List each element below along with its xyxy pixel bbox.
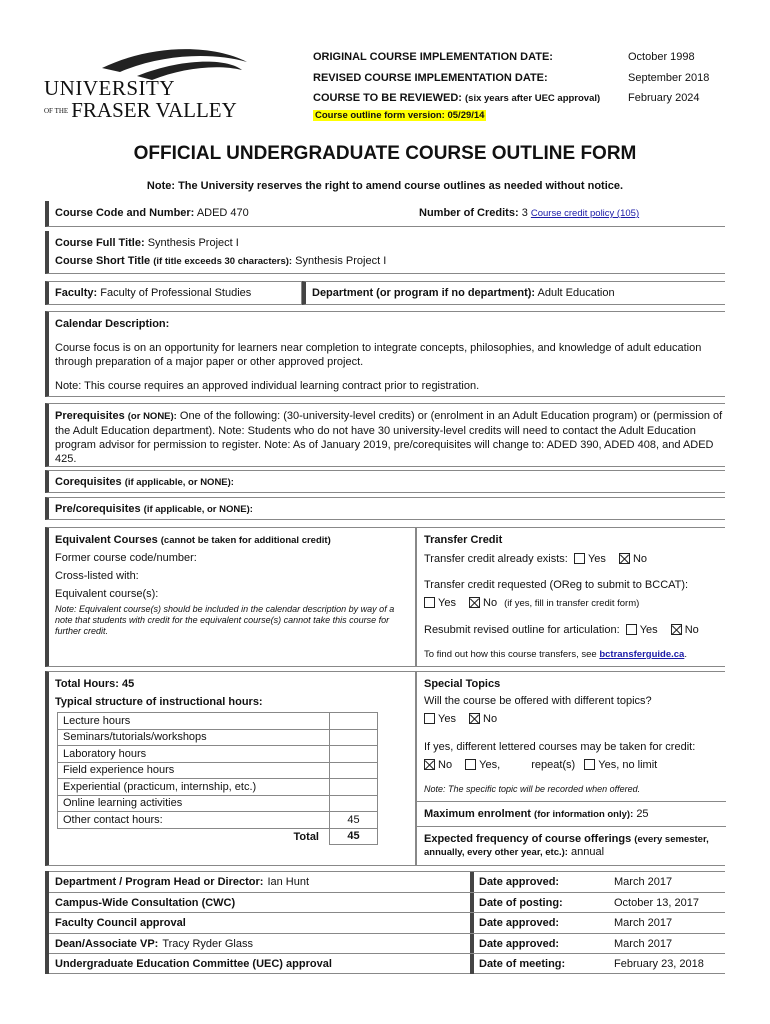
requested-no-checkbox[interactable] (469, 597, 480, 608)
calendar-label: Calendar Description: (55, 318, 170, 330)
hours-row (58, 713, 378, 730)
precoreq-box (45, 497, 725, 520)
hours-total-value: 45 (330, 828, 378, 845)
resubmit-yes-checkbox[interactable] (626, 624, 637, 635)
hours-row (58, 795, 378, 812)
transfer-box (416, 527, 725, 667)
topics-yes-checkbox[interactable] (424, 713, 435, 724)
department-box (302, 281, 725, 305)
former-code: Former course code/number: (55, 552, 197, 564)
special-topics-box (416, 671, 725, 866)
hours-row-value[interactable] (330, 713, 378, 730)
hours-box (45, 671, 416, 866)
resubmit-label: Resubmit revised outline for articulation: (424, 624, 620, 636)
no-label: No (632, 553, 648, 565)
hours-row-value[interactable] (330, 729, 378, 746)
total-hours-value: 45 (122, 678, 135, 690)
approval-date: March 2017 (614, 937, 673, 950)
exists-yes-checkbox[interactable] (574, 553, 585, 564)
faculty-value: Faculty of Professional Studies (100, 287, 252, 299)
course-code-value: ADED 470 (196, 207, 249, 219)
precoreq-note: (if applicable, or NONE): (143, 504, 253, 515)
freq-note: (every semester, annually, every other year, etc.): (424, 834, 709, 858)
logo-line2: FRASER VALLEY (71, 98, 237, 122)
approvals-section (45, 871, 725, 974)
bctransferguide-link[interactable]: bctransferguide.ca (599, 649, 685, 660)
faculty-box (45, 281, 302, 305)
topics-no-checkbox[interactable] (469, 713, 480, 724)
hours-row-value[interactable] (330, 779, 378, 796)
credits-label: Number of Credits: (419, 207, 519, 219)
approval-date-label: Date of meeting: (479, 958, 566, 970)
approval-label: Undergraduate Education Committee (UEC) approval (55, 958, 332, 970)
structure-label: Typical structure of instructional hours: (55, 696, 263, 708)
review-label: COURSE TO BE REVIEWED: (313, 92, 462, 104)
faculty-label: Faculty: (55, 287, 98, 299)
hours-row-label: Seminars/tutorials/workshops (58, 729, 330, 746)
equiv-label-note: (cannot be taken for additional credit) (160, 535, 331, 546)
transfer-requested-label: Transfer credit requested (OReg to submit to BCCAT): (424, 579, 689, 591)
equiv-courses: Equivalent course(s): (55, 588, 159, 600)
short-title-value: Synthesis Project I (295, 255, 387, 267)
review-value: February 2024 (628, 92, 700, 104)
no-label: No (483, 713, 498, 725)
lettered-no-checkbox[interactable] (424, 759, 435, 770)
approval-row (49, 892, 725, 913)
freq-label: Expected frequency of course offerings (424, 833, 632, 845)
equiv-note: Note: Equivalent course(s) should be included in the calendar description by way of a note that students with credit for the equivalent course(s) cannot take this course for further credit. (55, 604, 395, 636)
hours-row-label: Other contact hours: (58, 812, 330, 829)
hours-row (58, 812, 378, 829)
prereq-text: One of the following: (30-university-level credits) or (enrolment in an Adult Education program) or (permission of the Adult Education department). Note: Students who do not have 30 university-level credits will need to contact the Adult Education program advisor for permission to register. Note: As of January 2019, pre/corequisites will change to: ADED 390, ADED 408, and ADED 425. (55, 410, 723, 465)
logo-prefix: OF THE (44, 107, 69, 115)
dept-value: Adult Education (537, 287, 615, 299)
hours-row-value[interactable] (330, 746, 378, 763)
approval-label: Faculty Council approval (55, 917, 186, 929)
cross-listed: Cross-listed with: (55, 570, 139, 582)
special-note: Note: The specific topic will be recorded when offered. (424, 784, 641, 794)
hours-row (58, 729, 378, 746)
hours-total-row (58, 828, 378, 845)
approval-label: Campus-Wide Consultation (CWC) (55, 896, 236, 909)
approval-date: February 23, 2018 (614, 958, 704, 970)
hours-row-label: Online learning activities (58, 795, 330, 812)
approval-row (49, 912, 725, 933)
find-suffix: . (684, 649, 687, 660)
approval-row (49, 933, 725, 954)
yes-label: Yes (639, 624, 658, 636)
transfer-label: Transfer Credit (424, 534, 503, 546)
calendar-box (45, 311, 725, 397)
lettered-nolimit-checkbox[interactable] (584, 759, 595, 770)
page-title: OFFICIAL UNDERGRADUATE COURSE OUTLINE FORM (133, 143, 637, 164)
hours-table (57, 712, 378, 845)
dept-label: Department (or program if no department): (312, 287, 536, 299)
coreq-note: (if applicable, or NONE): (124, 477, 234, 488)
logo-line1: UNIVERSITY (44, 76, 175, 100)
opt-repeat-label: repeat(s) (531, 759, 576, 771)
yes-label: Yes (438, 713, 456, 725)
calendar-text: Course focus is on an opportunity for learners near completion to integrate concepts, philosophies, and knowledge of adult education through preparation of a major paper or other approved project. (55, 342, 702, 368)
amend-note: Note: The University reserves the right to amend course outlines as needed without notice. (146, 180, 624, 192)
university-logo (42, 46, 252, 126)
hours-row-value[interactable]: 45 (330, 812, 378, 829)
course-code-label: Course Code and Number: (55, 207, 195, 219)
transfer-exists-label: Transfer credit already exists: (424, 553, 568, 565)
orig-date-value: October 1998 (628, 51, 695, 63)
opt-nolimit-label: Yes, no limit (598, 759, 658, 771)
credits-value: 3 (521, 207, 528, 219)
approval-date: March 2017 (614, 917, 673, 929)
find-prefix: To find out how this course transfers, see (424, 649, 597, 660)
max-enrol-value: 25 (636, 808, 649, 820)
hours-row-value[interactable] (330, 762, 378, 779)
yes-label: Yes (587, 553, 606, 565)
max-enrol-label: Maximum enrolment (424, 808, 531, 820)
rev-date-value: September 2018 (628, 72, 710, 84)
approval-row (49, 871, 725, 892)
lettered-yes-checkbox[interactable] (465, 759, 476, 770)
equivalent-box (45, 527, 416, 667)
rev-date-label: REVISED COURSE IMPLEMENTATION DATE: (313, 72, 548, 84)
max-enrol-note: (for information only): (534, 809, 634, 820)
hours-row (58, 779, 378, 796)
no-label: No (684, 624, 699, 636)
full-title-value: Synthesis Project I (147, 237, 239, 249)
special-question: Will the course be offered with different topics? (424, 695, 652, 707)
freq-value: annual (571, 846, 605, 858)
opt-no-label: No (438, 759, 453, 771)
prereq-box (45, 403, 725, 467)
prereq-label: Prerequisites (55, 410, 125, 422)
hours-row (58, 762, 378, 779)
approval-label: Dean/Associate VP: (55, 937, 159, 950)
calendar-note: Note: This course requires an approved individual learning contract prior to registration. (55, 380, 480, 392)
coreq-box (45, 470, 725, 493)
approval-date-label: Date approved: (479, 917, 560, 929)
credit-policy-link[interactable]: Course credit policy (105) (530, 208, 640, 219)
approval-value: Tracy Ryder Glass (162, 937, 253, 950)
resubmit-no-checkbox[interactable] (671, 624, 682, 635)
hours-row-value[interactable] (330, 795, 378, 812)
full-title-label: Course Full Title: (55, 237, 145, 249)
approval-value: Ian Hunt (267, 876, 310, 888)
approval-date-label: Date approved: (479, 937, 560, 950)
approval-row (49, 953, 725, 974)
approval-date-label: Date of posting: (479, 896, 563, 909)
approval-label: Department / Program Head or Director: (55, 876, 264, 888)
hours-row-label: Field experience hours (58, 762, 330, 779)
approval-date: March 2017 (614, 876, 673, 888)
form-version: Course outline form version: 05/29/14 (315, 110, 485, 121)
hours-row-label: Experiential (practicum, internship, etc.) (58, 779, 330, 796)
short-title-label: Course Short Title (55, 255, 151, 267)
requested-note: (if yes, fill in transfer credit form) (504, 598, 640, 609)
course-title-box (45, 231, 725, 274)
exists-no-checkbox[interactable] (619, 553, 630, 564)
short-title-note: (if title exceeds 30 characters): (153, 256, 293, 267)
review-note: (six years after UEC approval) (465, 93, 601, 104)
course-code-box (45, 201, 725, 227)
precoreq-label: Pre/corequisites (55, 503, 141, 515)
equiv-label: Equivalent Courses (55, 534, 158, 546)
orig-date-label: ORIGINAL COURSE IMPLEMENTATION DATE: (313, 51, 553, 63)
requested-yes-checkbox[interactable] (424, 597, 435, 608)
approval-date: October 13, 2017 (614, 896, 700, 909)
hours-total-label: Total (293, 830, 319, 843)
no-label: No (483, 597, 498, 609)
hours-row (58, 746, 378, 763)
total-hours-label: Total Hours: (55, 678, 119, 690)
lettered-label: If yes, different lettered courses may be taken for credit: (424, 741, 696, 753)
coreq-label: Corequisites (55, 476, 122, 488)
approval-date-label: Date approved: (479, 876, 560, 888)
special-label: Special Topics (424, 678, 501, 690)
hours-row-label: Lecture hours (58, 713, 330, 730)
yes-label: Yes (438, 597, 456, 609)
prereq-note: (or NONE): (127, 411, 177, 422)
hours-row-label: Laboratory hours (58, 746, 330, 763)
opt-yes-label: Yes, (479, 759, 501, 771)
